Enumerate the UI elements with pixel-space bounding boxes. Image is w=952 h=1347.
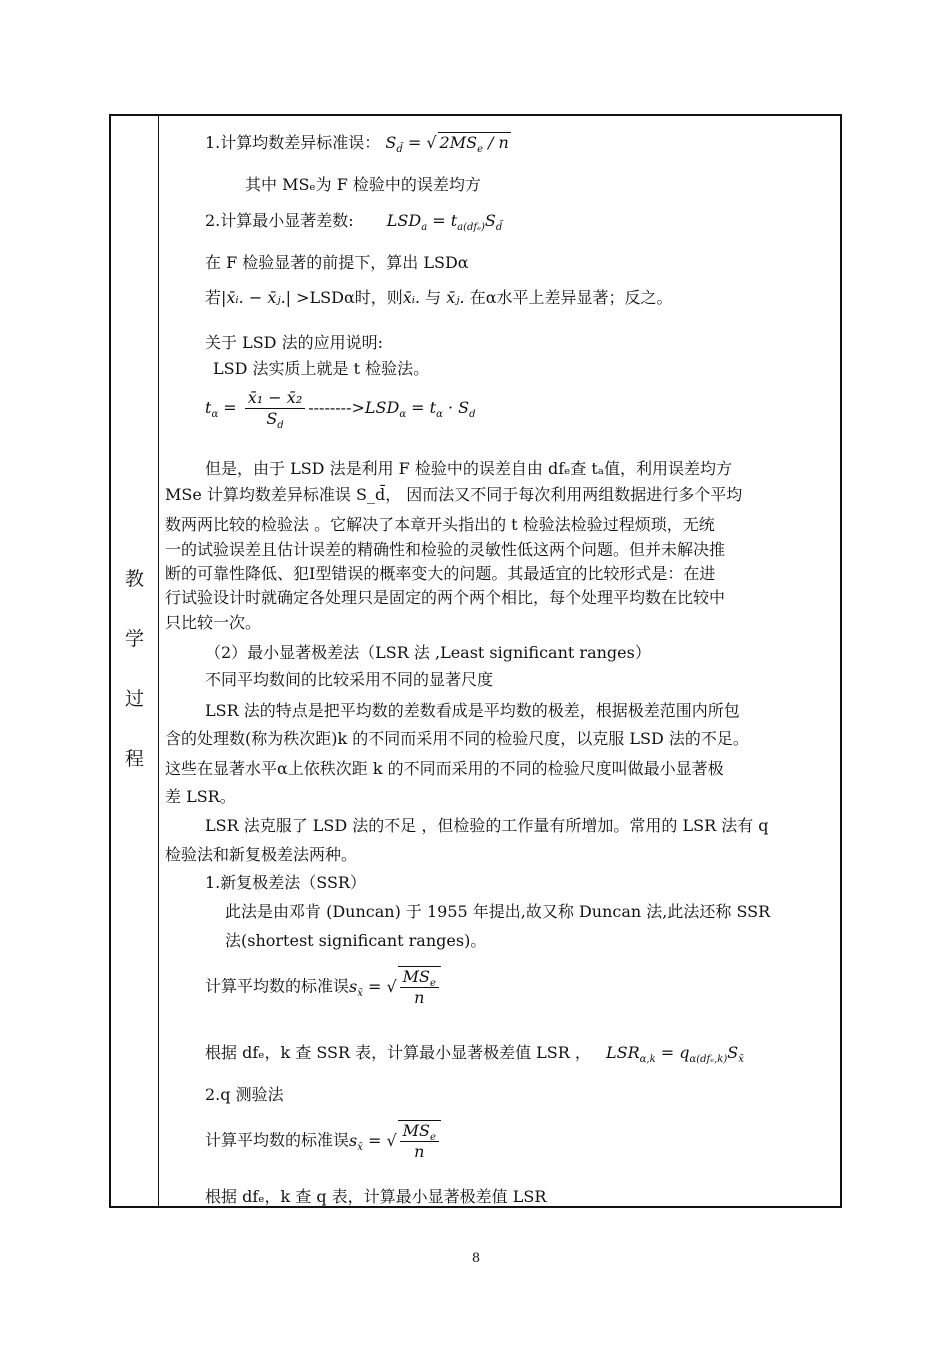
line-mse-note: 其中 MSₑ为 F 检验中的误差均方 [245,175,481,194]
line-ssr-desc-1: 此法是由邓肯 (Duncan) 于 1955 年提出,故又称 Duncan 法,此法还称 SSR [225,902,771,921]
para-lsd-line-2: MSe 计算均数差异标准误 S_d̄， 因而法又不同于每次利用两组数据进行多个平均 [165,485,743,504]
line-q-lsr: 根据 dfₑ，k 查 q 表，计算最小显著极差值 LSR [205,1187,547,1206]
line-q-std-error: 计算平均数的标准误$s_{x̄}$ = √ $\frac{MS_e}{n}$ [205,1120,444,1162]
para-lsr-line-1: LSR 法的特点是把平均数的差数看成是平均数的极差，根据极差范围内所包 [205,701,740,720]
para-lsd-line-3: 数两两比较的检验法 。它解决了本章开头指出的 t 检验法检验过程烦琐，无统 [165,515,715,534]
page-number: 8 [471,1251,481,1266]
para-lsd-line-4: 一的试验误差且估计误差的精确性和检验的灵敏性低这两个问题。但并未解决推 [165,540,726,559]
line-ssr-lsr: 根据 dfₑ，k 查 SSR 表，计算最小显著极差值 LSR ， $LSR_{\alpha,k} = q_{\alpha(df_e,k)}S_{x̄}$ [205,1043,744,1065]
fraction-std-error: $\frac{MS_e}{n}$ [398,966,441,1008]
fraction-t: $\frac{\text{x̄₁ − x̄₂}}{S_d}$ [245,388,305,429]
line-lsr-desc: 不同平均数间的比较采用不同的显著尺度 [205,670,494,689]
line-ssr-desc-2: 法(shortest significant ranges)。 [225,931,487,950]
para-lsr-line-3: 这些在显著水平α上依秩次距 k 的不同而采用的不同的检验尺度叫做最小显著极 [165,759,724,778]
line-lsd-is-t-test: LSD 法实质上就是 t 检验法。 [213,359,430,378]
side-label-char-2: 学 [124,628,144,650]
heading-q-test: 2.q 测验法 [205,1085,284,1104]
side-label-char-3: 过 [124,688,144,710]
fraction-std-error-2: $\frac{MS_e}{n}$ [398,1120,441,1162]
side-label-char-1: 教 [124,568,144,590]
line-lsd-premise: 在 F 检验显著的前提下，算出 LSDα [205,253,469,272]
para-lsr2-line-2: 检验法和新复极差法两种。 [165,845,358,864]
line-ssr-std-error: 计算平均数的标准误$s_{x̄}$ = √ $\frac{MS_e}{n}$ [205,966,444,1008]
line-lsd-calc: 2.计算最小显著差数: $LSD_a = t_{a(df_e)}S_{d̄}$ [205,211,503,233]
para-lsd-line-5: 断的可靠性降低、犯Ⅰ型错误的概率变大的问题。其最适宜的比较形式是：在进 [165,564,716,583]
lesson-table [109,114,842,1208]
line-std-error-diff: 1.计算均数差异标准误： $S_{d̄}$ = √ $2MS_e$ / n [205,133,509,155]
formula-t-to-lsd: $t_\alpha$ = $\frac{\text{x̄₁ − x̄₂}}{S_d}$ $-------->LSD_\alpha = t_\alpha \cdot S_d$ [205,388,476,431]
para-lsd-line-7: 只比较一次。 [165,613,262,632]
para-lsd-line-1: 但是，由于 LSD 法是利用 F 检验中的误差自由 dfₑ查 tₐ值，利用误差均方 [205,459,732,478]
heading-ssr: 1.新复极差法（SSR） [205,873,366,892]
para-lsr2-line-1: LSR 法克服了 LSD 法的不足 ，但检验的工作量有所增加。常用的 LSR 法有 q [205,816,769,835]
para-lsd-line-6: 行试验设计时就确定各处理只是固定的两个两个相比，每个处理平均数在比较中 [165,588,726,607]
para-lsr-line-4: 差 LSR。 [165,787,236,806]
heading-lsr: （2）最小显著极差法（LSR 法 ,Least significant ranges） [205,643,651,662]
line-lsd-decision: 若|x̄ᵢ. − x̄ⱼ.| >LSDα时，则x̄ᵢ. 与 x̄ⱼ. 在α水平上差异显著；反之。 [205,288,673,307]
teaching-content [159,116,840,1206]
side-label-char-4: 程 [124,748,144,770]
line-lsd-notes-title: 关于 LSD 法的应用说明: [205,333,383,352]
para-lsr-line-2: 含的处理数(称为秩次距)k 的不同而采用不同的检验尺度，以克服 LSD 法的不足。 [165,729,749,748]
